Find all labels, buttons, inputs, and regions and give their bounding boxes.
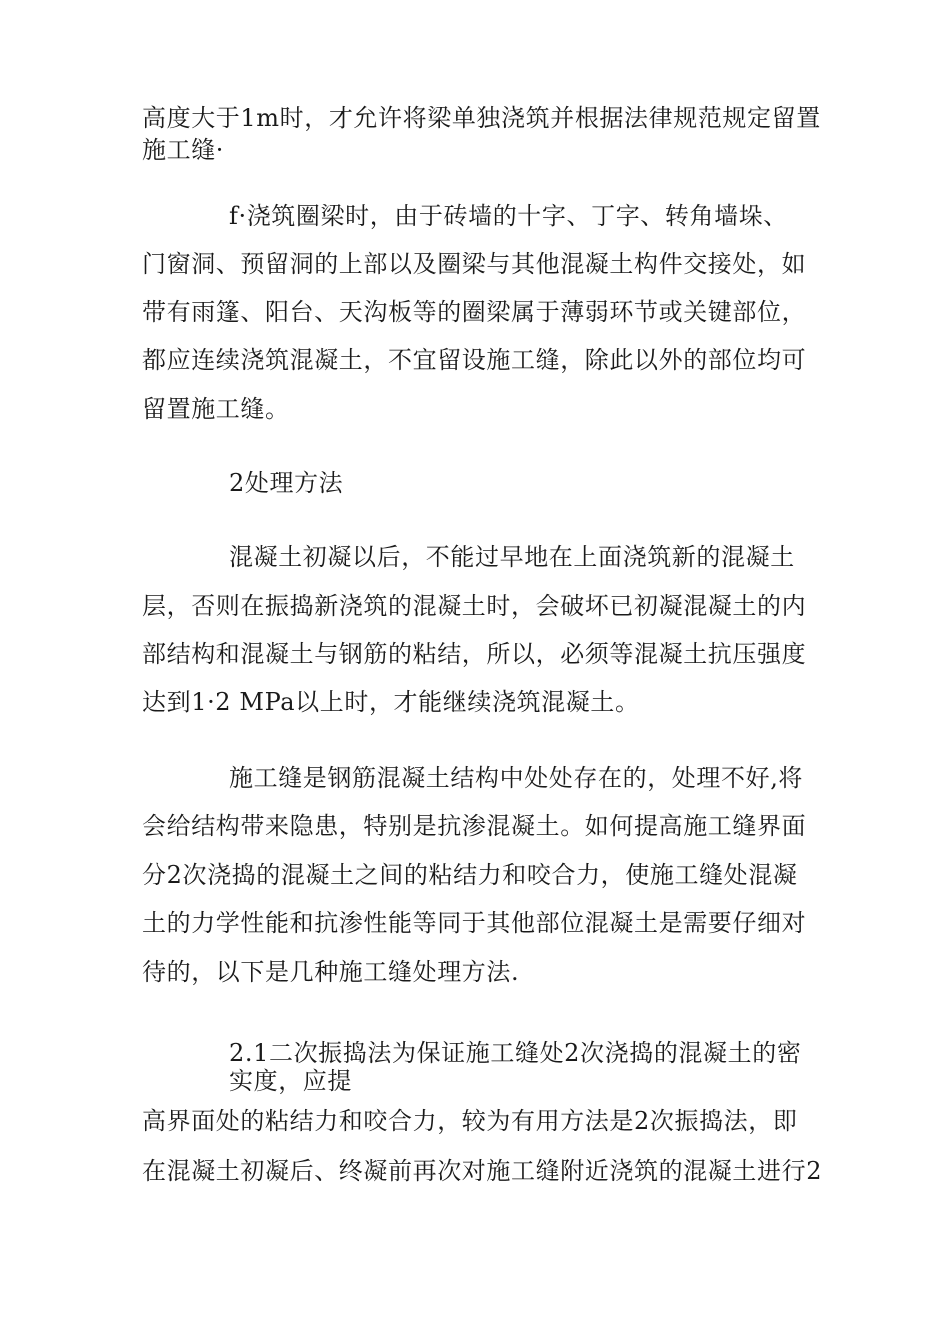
paragraph-line: f·浇筑圈梁时，由于砖墙的十字、丁字、转角墙垛、 — [229, 202, 788, 230]
paragraph-line: 混凝土初凝以后，不能过早地在上面浇筑新的混凝土 — [229, 543, 795, 571]
paragraph-line: 部结构和混凝土与钢筋的粘结，所以，必须等混凝土抗压强度 — [142, 640, 807, 668]
paragraph-line: 高度大于1m时，才允许将梁单独浇筑并根据法律规范规定留置 — [142, 104, 821, 132]
paragraph-line: 带有雨篷、阳台、天沟板等的圈梁属于薄弱环节或关键部位， — [142, 298, 807, 326]
paragraph-line: 分2次浇捣的混凝土之间的粘结力和咬合力，使施工缝处混凝 — [142, 861, 798, 889]
paragraph-line: 施工缝· — [142, 136, 225, 164]
paragraph-line: 施工缝是钢筋混凝土结构中处处存在的，处理不好,将 — [229, 764, 804, 792]
paragraph-line: 留置施工缝。 — [142, 395, 290, 423]
paragraph-line: 层，否则在振捣新浇筑的混凝土时，会破坏已初凝混凝土的内 — [142, 592, 807, 620]
paragraph-line: 待的，以下是几种施工缝处理方法. — [142, 958, 520, 986]
paragraph-line: 土的力学性能和抗渗性能等同于其他部位混凝土是需要仔细对 — [142, 909, 807, 937]
paragraph-line: 高界面处的粘结力和咬合力，较为有用方法是2次振捣法，即 — [142, 1107, 798, 1135]
paragraph-line: 都应连续浇筑混凝土，不宜留设施工缝，除此以外的部位均可 — [142, 346, 807, 374]
subsection-heading: 实度，应提 — [229, 1067, 352, 1095]
paragraph-line: 达到1·2 MPa以上时，才能继续浇筑混凝土。 — [142, 688, 640, 716]
section-heading: 2处理方法 — [229, 469, 344, 497]
paragraph-line: 会给结构带来隐患，特别是抗渗混凝土。如何提高施工缝界面 — [142, 812, 807, 840]
subsection-heading: 2.1二次振捣法为保证施工缝处2次浇捣的混凝土的密 — [229, 1039, 802, 1067]
paragraph-line: 在混凝土初凝后、终凝前再次对施工缝附近浇筑的混凝土进行2 — [142, 1157, 823, 1185]
paragraph-line: 门窗洞、预留洞的上部以及圈梁与其他混凝土构件交接处，如 — [142, 250, 807, 278]
